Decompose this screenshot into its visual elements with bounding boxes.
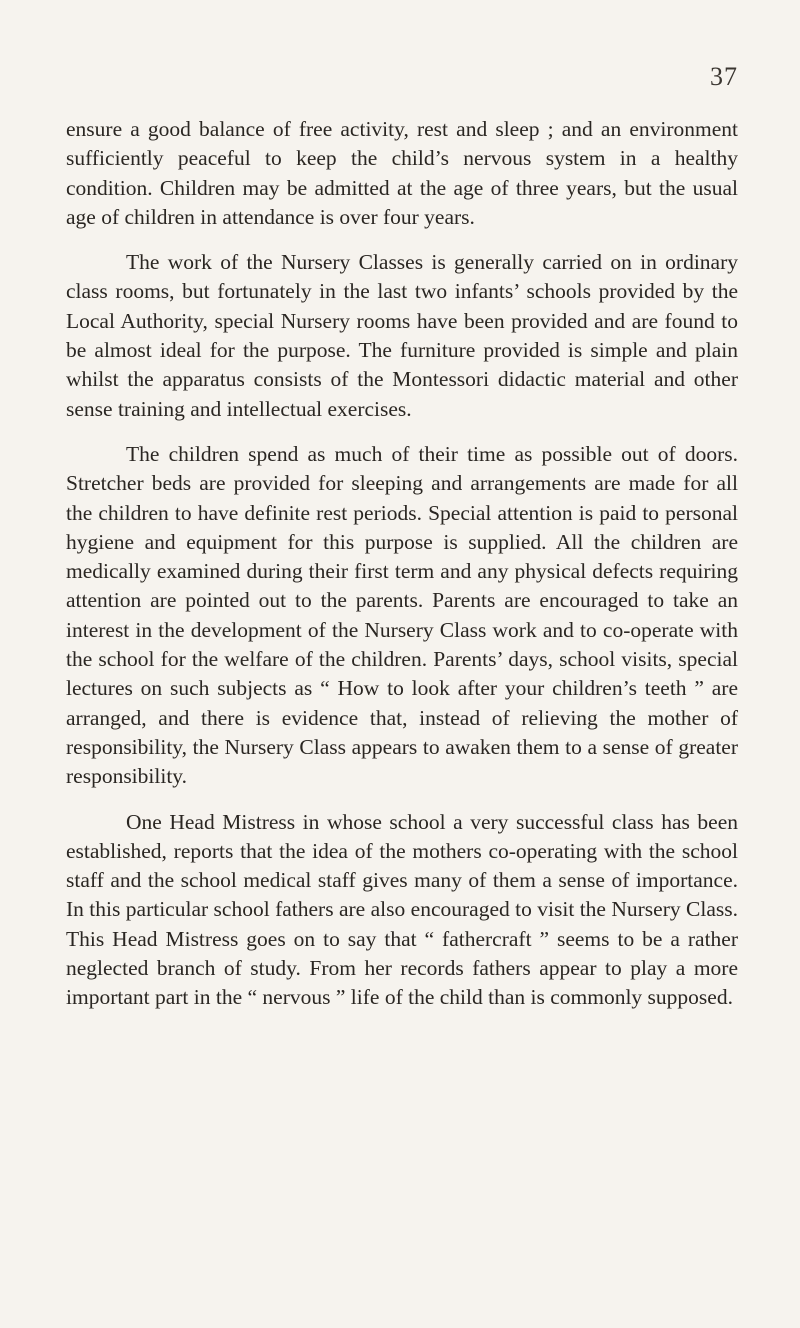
page-number: 37 [710,62,738,91]
paragraph-children-routine: The children spend as much of their time as possible out of doors. Stretcher beds are provided for sleeping and arrangements are made for all the children to have definite rest periods. Special attention is paid to personal hygiene and equipment for this purpose is supplied. All the children are medically examined during their first term and any physical defects requiring attention are pointed out to the parents. Parents are encouraged to take an interest in the development of the Nursery Class work and to co-operate with the school for the welfare of the children. Parents’ days, school visits, special lectures on such subjects as “ How to look after your children’s teeth ” are arranged, and there is evidence that, instead of relieving the mother of responsibility, the Nursery Class appears to awaken them to a sense of greater responsibility. [66,441,738,789]
body-text [66,115,738,1013]
paragraph-head-mistress: One Head Mistress in whose school a very successful class has been established, reports that the idea of the mothers co-operating with the school staff and the school medical staff gives many of them a sense of importance. In this particular school fathers are also encouraged to visit the Nursery Class. This Head Mistress goes on to say that “ fathercraft ” seems to be a rather neglected branch of study. From her records fathers appear to play a more important part in the “ nervous ” life of the child than is commonly supposed. [66,809,738,1010]
paragraph-continuation: ensure a good balance of free activity, rest and sleep ; and an environment sufficiently peaceful to keep the child’s nervous system in a healthy condition. Children may be admitted at the age of three years, but the usual age of children in attendance is over four years. [66,117,738,229]
paragraph-nursery-rooms: The work of the Nursery Classes is generally carried on in ordinary class rooms, but fortunately in the last two infants’ schools provided by the Local Authority, special Nursery rooms have been provided and are found to be almost ideal for the purpose. The furniture provided is simple and plain whilst the apparatus consists of the Montessori didactic material and other sense training and intellectual exercises. [66,250,738,421]
